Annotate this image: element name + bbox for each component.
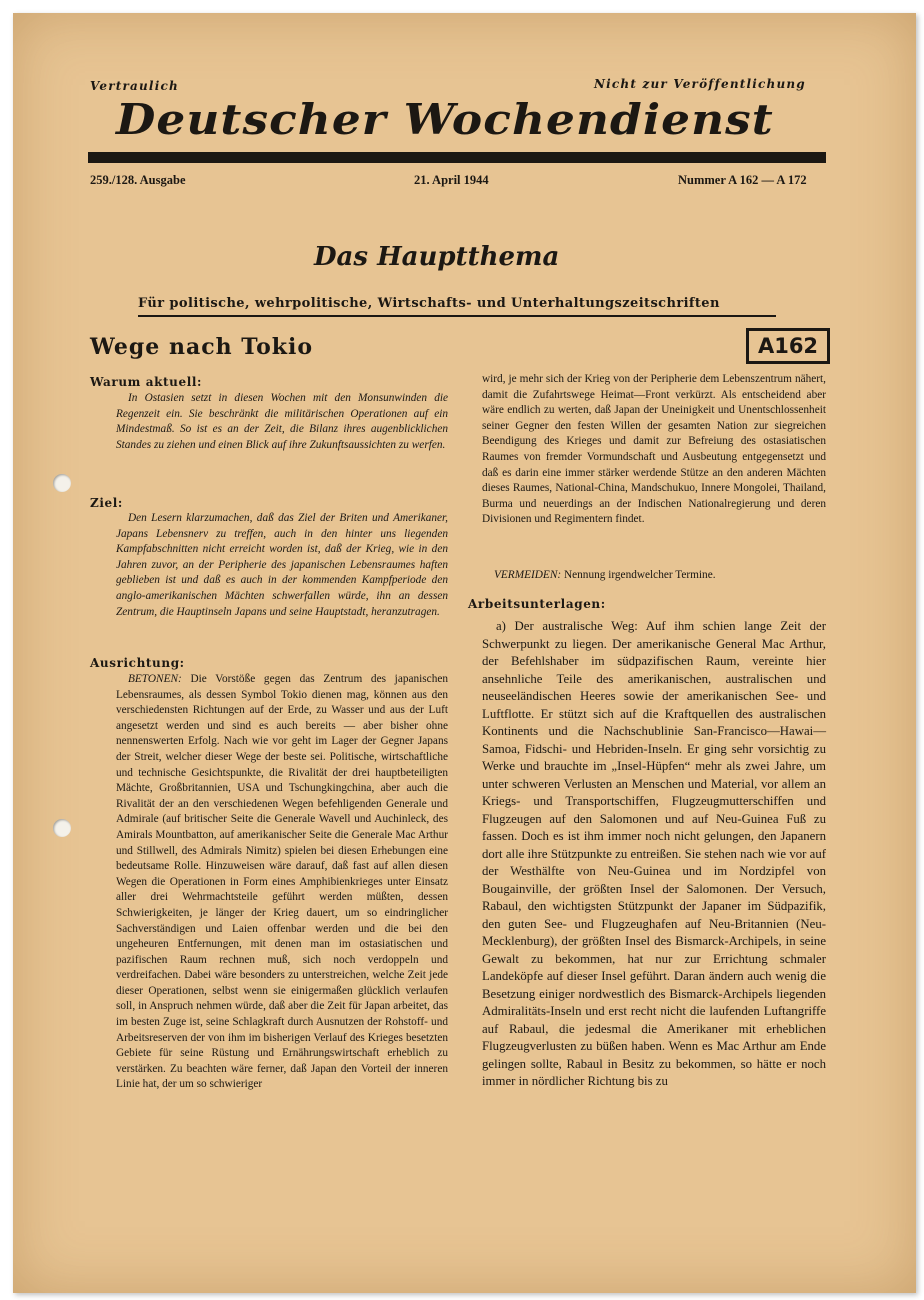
subtitle-underline: [138, 315, 776, 317]
ziel-label: Ziel:: [90, 496, 123, 510]
arbeitsunterlagen-text: a) Der australische Weg: Auf ihm schien lange Zeit der Schwerpunkt zu liegen. Der amerikanische General Mac Arthur, der Befehlshaber im südpazifischen Raum, vereinte hier ansehnliche Teile des amerikanischen, australischen und neuseeländischen Heeres sowie der amerikanischen See- und Luftflotte. Er stützt sich auf die Kraftquellen des australischen Kontinents und die Nachschublinie San-Francisco—Hawai—Samoa, Fidschi- und Hebriden-Inseln. Er ging sehr vorsichtig zu Werke und brauchte im „Insel-Hüpfen“ mehr als zwei Jahre, um unter schweren Verlusten an Menschen und Material, vor allem an Kriegs- und Transportschiffen, Flugzeugmutterschiffen und Flugzeugen auf den Salomonen und auf Neu-Guinea Fuß zu fassen. Doch es ist ihm immer noch nicht gelungen, den Japanern dort alle ihre Stützpunkte zu entreißen. Sie stehen nach wie vor auf der Westhälfte von Neu-Guinea und im Nordzipfel von Bougainville, der größten Insel der Salomonen. Der Versuch, Rabaul, den wichtigsten Stützpunkt der Japaner im Südpazifik, den guten See- und Flugzeughafen auf Neu-Britannien (Neu-Mecklenburg), der größten Insel des Bismarck-Archipels, in seine Gewalt zu bekommen, hat nur zur Errichtung schmaler Landeköpfe auf dieser Insel geführt. Daran ändern auch wenig die Besetzung einiger nordwestlich des Bismarck-Archipels liegenden Admiralitäts-Inseln und erst recht nicht die laufenden Luftangriffe auf Rabaul, die jedesmal die Amerikaner mit erheblichen Flugzeugverlusten zu büßen haben. Wenn es Mac Arthur am Ende gelingen sollte, Rabaul in Besitz zu bekommen, so hätte er noch immer in nördlicher Richtung bis zu: [482, 619, 826, 1088]
punch-hole: [53, 474, 71, 492]
right-column-continuation: wird, je mehr sich der Krieg von der Peripherie dem Lebenszentrum nähert, damit die Zufahrtswege Heimat—Front verkürzt. Als entscheidend aber wäre endlich zu werten, daß Japan der Uneinigkeit und Unentschlossenheit seiner Gegner den festen Willen der gesamten Nation zur siegreichen Beendigung des Krieges und damit zur Befreiung des ostasiatischen Raumes von fremder Vormundschaft und Ausbeutung entgegensetzt und daß es darin eine immer stärker werdende Stütze an den anderen Mächten dieses Raumes, National-China, Mandschukuo, Innere Mongolei, Thailand, Burma und neuerdings an der Indischen Nationalregierung und deren Divisionen und Regimentern findet.: [482, 373, 826, 526]
masthead: Deutscher Wochendienst: [116, 95, 774, 144]
betonen-lead: BETONEN:: [128, 673, 182, 685]
betonen-paragraph: [116, 672, 448, 1093]
not-for-publication-note: Nicht zur Veröffentlichung: [594, 77, 806, 91]
issue-date: 21. April 1944: [414, 173, 489, 187]
arbeitsunterlagen-label: Arbeitsunterlagen:: [468, 597, 606, 611]
confidential-note: Vertraulich: [90, 79, 179, 93]
section-subtitle: Für politische, wehrpolitische, Wirtschafts- und Unterhaltungszeitschriften: [138, 296, 720, 311]
punch-hole: [53, 819, 71, 837]
masthead-rule: [88, 152, 826, 163]
betonen-text: Die Vorstöße gegen das Zentrum des japanischen Lebensraumes, als dessen Symbol Tokio dienen mag, können aus den verschiedensten Richtungen auf der Erde, zu Wasser und aus der Luft angesetzt werden und sind es auch bereits — aber bisher ohne nennenswerten Erfolg. Nach wie vor geht im Lager der Gegner Japans der Streit, welcher dieser Wege der beste sei. Politische, wirtschaftliche und technische Gesichtspunkte, die Rivalität der drei hauptbeteiligten Mächte, Großbritannien, USA und Tschungkingchina, aber auch die Rivalität der an den verschiedenen Wegen befehligenden Generale und Admirale (auf britischer Seite die Generale Wavell und Auchinleck, des Amirals Mountbatton, auf amerikanischer Seite die Generale Mac Arthur und Stillwell, des Admirals Nimitz) spielen bei diesen Erhebungen eine bedeutsame Rolle. Hinzuweisen wäre darauf, daß fast auf allen diesen Wegen die Operationen in Form eines Amphibienkrieges unter Einsatz aller drei Wehrmachtsteile geführt werden müßten, dessen Schwierigkeiten, je länger der Krieg dauert, um so eindringlicher Sachverständigen und Laien offenbar werden und die bei den ungeheuren Entfernungen, mit denen man im ostasiatischen und pazifischen Raum rechnen muß, sich noch verdoppeln und verdreifachen. Dabei wäre besonders zu unterstreichen, welche Zeit jede dieser Operationen, selbst wenn sie einigermaßen glücklich verlaufen soll, in Anspruch nehmen würde, daß aber die Zeit für Japan arbeitet, das im besten Zuge ist, seine Schlagkraft durch Ausnutzen der Rohstoff- und Arbeitsreserven der von ihm im bisherigen Verlauf des Krieges besetzten Gebiete für seine Rüstung und Ernährungswirtschaft erheblich zu verstärken. Zu beachten wäre ferner, daß Japan den Vorteil der inneren Linie hat, der um so schwieriger: [116, 673, 449, 1091]
vermeiden-paragraph: [482, 568, 826, 584]
vermeiden-lead: VERMEIDEN:: [494, 569, 562, 581]
ziel-text: Den Lesern klarzumachen, daß das Ziel der Briten und Amerikaner, Japans Lebensnerv zu treffen, auch in den hinter uns liegenden Kampfabschnitten nicht erreicht worden ist, daß der Krieg, wie in den Jahren zuvor, an der Peripherie des japanischen Lebensraumes haften geblieben ist und daß es auch in der kommenden Kampfperiode den anglo-amerikanischen Mächten schwerfallen würde, ihn an dessen Zentrum, die Hauptinseln Japans und seine Hauptstadt, heranzutragen.: [116, 512, 448, 618]
issue-number: 259./128. Ausgabe: [90, 173, 186, 187]
item-number-range: Nummer A 162 — A 172: [678, 173, 807, 187]
article-title: Wege nach Tokio: [90, 334, 314, 360]
article-code-box: A162: [746, 328, 830, 364]
vermeiden-text: Nennung irgendwelcher Termine.: [563, 569, 716, 581]
section-title: Das Hauptthema: [314, 242, 560, 272]
warum-aktuell-label: Warum aktuell:: [90, 375, 203, 389]
ausrichtung-label: Ausrichtung:: [90, 656, 185, 670]
warum-aktuell-text: In Ostasien setzt in diesen Wochen mit den Monsunwinden die Regenzeit ein. Sie beschränkt die militärischen Operationen auf ein Mindestmaß. So ist es an der Zeit, die Bilanz ihres augenblicklichen Standes zu ziehen und einen Blick auf ihre Zukunftsaussichten zu werfen.: [116, 392, 448, 451]
